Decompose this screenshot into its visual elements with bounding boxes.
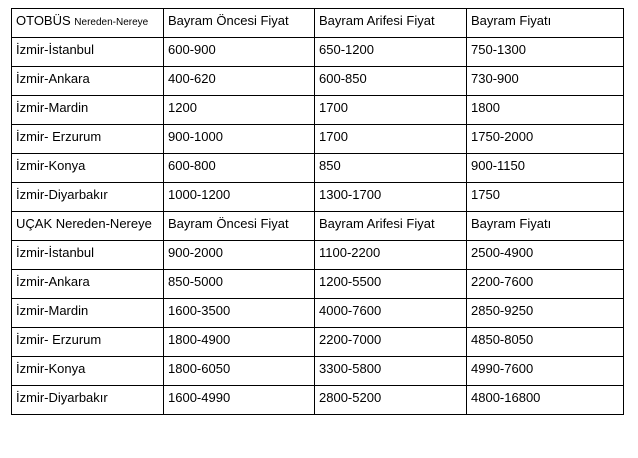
route-cell: İzmir- Erzurum [12, 328, 164, 357]
route-cell: İzmir-Konya [12, 357, 164, 386]
plane-header-eve: Bayram Arifesi Fiyat [315, 212, 467, 241]
price-eve-cell: 1700 [315, 125, 467, 154]
table-row [12, 38, 624, 67]
price-eve-cell: 4000-7600 [315, 299, 467, 328]
bus-header-subtitle: Nereden-Nereye [74, 17, 149, 28]
price-eve-cell: 1200-5500 [315, 270, 467, 299]
price-holiday-cell: 730-900 [467, 67, 624, 96]
bus-header-holiday: Bayram Fiyatı [467, 9, 624, 38]
price-before-cell: 600-800 [164, 154, 315, 183]
table-row [12, 328, 624, 357]
table-row [12, 299, 624, 328]
price-eve-cell: 3300-5800 [315, 357, 467, 386]
price-holiday-cell: 4800-16800 [467, 386, 624, 415]
table-row [12, 125, 624, 154]
bus-header-before: Bayram Öncesi Fiyat [164, 9, 315, 38]
table-row [12, 270, 624, 299]
plane-header-holiday: Bayram Fiyatı [467, 212, 624, 241]
table-row [12, 183, 624, 212]
plane-header-row [12, 212, 624, 241]
price-eve-cell: 1300-1700 [315, 183, 467, 212]
route-cell: İzmir-Mardin [12, 299, 164, 328]
price-eve-cell: 850 [315, 154, 467, 183]
price-before-cell: 1200 [164, 96, 315, 125]
plane-header-route: UÇAK Nereden-Nereye [12, 212, 164, 241]
price-before-cell: 600-900 [164, 38, 315, 67]
route-cell: İzmir-Konya [12, 154, 164, 183]
route-cell: İzmir-Diyarbakır [12, 386, 164, 415]
price-before-cell: 1600-4990 [164, 386, 315, 415]
route-cell: İzmir-Ankara [12, 270, 164, 299]
plane-header-before: Bayram Öncesi Fiyat [164, 212, 315, 241]
price-eve-cell: 2200-7000 [315, 328, 467, 357]
price-before-cell: 900-1000 [164, 125, 315, 154]
price-holiday-cell: 1800 [467, 96, 624, 125]
price-before-cell: 900-2000 [164, 241, 315, 270]
price-holiday-cell: 1750-2000 [467, 125, 624, 154]
table-row [12, 67, 624, 96]
price-before-cell: 1800-4900 [164, 328, 315, 357]
price-holiday-cell: 2500-4900 [467, 241, 624, 270]
route-cell: İzmir-İstanbul [12, 241, 164, 270]
route-cell: İzmir-Ankara [12, 67, 164, 96]
price-eve-cell: 2800-5200 [315, 386, 467, 415]
price-holiday-cell: 2850-9250 [467, 299, 624, 328]
table-row [12, 96, 624, 125]
bus-header-route [12, 9, 164, 38]
table-row [12, 357, 624, 386]
table-row [12, 154, 624, 183]
price-holiday-cell: 900-1150 [467, 154, 624, 183]
price-eve-cell: 650-1200 [315, 38, 467, 67]
bus-header-title: OTOBÜS [16, 13, 71, 28]
price-eve-cell: 600-850 [315, 67, 467, 96]
route-cell: İzmir-Mardin [12, 96, 164, 125]
price-holiday-cell: 750-1300 [467, 38, 624, 67]
price-eve-cell: 1100-2200 [315, 241, 467, 270]
table-row [12, 386, 624, 415]
price-before-cell: 850-5000 [164, 270, 315, 299]
price-before-cell: 1600-3500 [164, 299, 315, 328]
price-holiday-cell: 4850-8050 [467, 328, 624, 357]
route-cell: İzmir-Diyarbakır [12, 183, 164, 212]
route-cell: İzmir-İstanbul [12, 38, 164, 67]
route-cell: İzmir- Erzurum [12, 125, 164, 154]
bus-header-row [12, 9, 624, 38]
price-before-cell: 400-620 [164, 67, 315, 96]
price-holiday-cell: 4990-7600 [467, 357, 624, 386]
price-eve-cell: 1700 [315, 96, 467, 125]
price-holiday-cell: 1750 [467, 183, 624, 212]
table-row [12, 241, 624, 270]
price-before-cell: 1000-1200 [164, 183, 315, 212]
price-before-cell: 1800-6050 [164, 357, 315, 386]
price-table [11, 8, 624, 415]
price-holiday-cell: 2200-7600 [467, 270, 624, 299]
bus-header-eve: Bayram Arifesi Fiyat [315, 9, 467, 38]
